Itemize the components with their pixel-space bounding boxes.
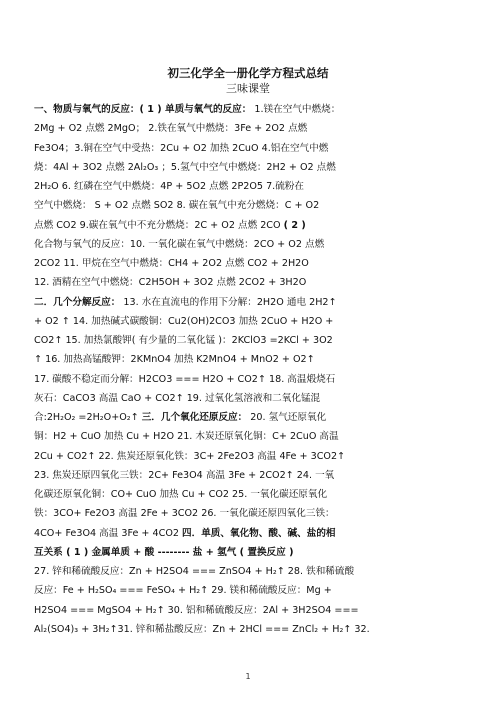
body-text: 2H₂O 6. 红磷在空气中燃烧：4P + 5O2 点燃 2P2O5 7.硫粉在 bbox=[34, 181, 305, 192]
text-line bbox=[34, 273, 464, 292]
body-text: 烧：4Al + 3O2 点燃 2Al₂O₃ ；5.氢气中空气中燃烧：2H2 + O2 点燃 bbox=[34, 161, 336, 173]
body-text: Fe3O4；3.铜在空气中受热：2Cu + O2 加热 2CuO 4.铝在空气中燃 bbox=[34, 142, 329, 154]
text-line bbox=[34, 196, 464, 215]
text-line bbox=[34, 524, 464, 543]
section-heading-text: 四．单质、氧化物、酸、碱、盐的相 bbox=[182, 527, 336, 539]
text-line bbox=[34, 331, 464, 350]
body-text: 化碳还原氧化铜：CO+ CuO 加热 Cu + CO2 25. 一氧化碳还原氧化 bbox=[34, 489, 328, 500]
text-line bbox=[34, 581, 464, 600]
body-text: + O2 ↑ 14. 加热碱式碳酸铜：Cu2(OH)2CO3 加热 2CuO + H2O + bbox=[34, 315, 334, 327]
page-number: 1 bbox=[245, 672, 251, 681]
body-text: 点燃 CO2 9.碳在氧气中不充分燃烧：2C + O2 点燃 2CO bbox=[34, 219, 284, 231]
body-text: 17. 碳酸不稳定而分解：H2CO3 === H2O + CO2↑ 18. 高温煅烧石 bbox=[34, 373, 336, 385]
body-text: 20. 氢气还原氧化 bbox=[247, 412, 327, 423]
body-text: 空气中燃烧： S + O2 点燃 SO2 8. 碳在氧气中充分燃烧：C + O2 bbox=[34, 200, 320, 212]
body-text: 灰石：CaCO3 高温 CaO + CO2↑ 19. 过氧化氢溶液和二氧化锰混 bbox=[34, 392, 321, 404]
text-line bbox=[34, 427, 464, 446]
body-text: 2Cu + CO2↑ 22. 焦炭还原氧化铁：3C+ 2Fe2O3 高温 4Fe + 3CO2↑ bbox=[34, 450, 346, 462]
text-line bbox=[34, 100, 464, 119]
text-line bbox=[34, 235, 464, 254]
text-line bbox=[34, 370, 464, 389]
text-line bbox=[34, 158, 464, 177]
text-line bbox=[34, 312, 464, 331]
text-line bbox=[34, 485, 464, 504]
text-line bbox=[34, 466, 464, 485]
text-line bbox=[34, 389, 464, 408]
section-heading-text: 三．几个氧化还原反应： bbox=[141, 412, 248, 423]
body-text: 4CO+ Fe3O4 高温 3Fe + 4CO2 bbox=[34, 527, 183, 539]
body-text: Al₂(SO4)₃ + 3H₂↑31. 锌和稀盐酸反应：Zn + 2HCl === ZnCl₂ + H₂↑ 32. bbox=[34, 623, 370, 635]
body-text: 1.镁在空气中燃烧： bbox=[251, 104, 341, 115]
text-line bbox=[34, 601, 464, 620]
section-heading-text: 二．几个分解反应： bbox=[34, 296, 121, 308]
text-line bbox=[34, 254, 464, 273]
text-line bbox=[34, 119, 464, 138]
text-line bbox=[34, 216, 464, 235]
text-line bbox=[34, 177, 464, 196]
page-title: 初三化学全一册化学方程式总结 bbox=[167, 66, 329, 80]
body-text: H2SO4 === MgSO4 + H₂↑ 30. 铝和稀硫酸反应：2Al + 3H2SO4 === bbox=[34, 604, 359, 616]
body-text: 27. 锌和稀硫酸反应：Zn + H2SO4 === ZnSO4 + H₂↑ 28. 铁和稀硫酸 bbox=[34, 566, 355, 577]
text-line bbox=[34, 620, 464, 639]
text-line bbox=[34, 543, 464, 562]
body-text: 12. 酒精在空气中燃烧：C2H5OH + 3O2 点燃 2CO2 + 3H2O bbox=[34, 277, 307, 289]
text-line bbox=[34, 139, 464, 158]
text-line bbox=[34, 504, 464, 523]
body-text: 铜：H2 + CuO 加热 Cu + H2O 21. 木炭还原氧化铜：C+ 2CuO 高温 bbox=[34, 431, 339, 443]
text-line bbox=[34, 408, 464, 427]
text-line bbox=[34, 293, 464, 312]
text-line bbox=[34, 562, 464, 581]
body-text: ↑ 16. 加热高锰酸钾：2KMnO4 加热 K2MnO4 + MnO2 + O2↑ bbox=[34, 354, 315, 366]
section-heading-text: 互关系 ( 1 ) 金属单质 + 酸 -------- 盐 + 氢气 ( 置换反应 ) bbox=[34, 546, 294, 558]
text-line bbox=[34, 447, 464, 466]
section-heading-text: 一、物质与氧气的反应：( 1 ) 单质与氧气的反应： bbox=[34, 104, 252, 115]
body-text: 2Mg + O2 点燃 2MgO； 2.铁在氧气中燃烧：3Fe + 2O2 点燃 bbox=[34, 123, 308, 135]
body-text: 铁：3CO+ Fe2O3 高温 2Fe + 3CO2 26. 一氧化碳还原四氧化三铁： bbox=[34, 508, 335, 520]
section-heading-text: ( 2 ) bbox=[283, 219, 306, 231]
body-text: 13. 水在直流电的作用下分解：2H2O 通电 2H2↑ bbox=[120, 296, 337, 308]
body-text: 23. 焦炭还原四氧化三铁：2C+ Fe3O4 高温 3Fe + 2CO2↑ 24. 一氧 bbox=[34, 469, 335, 481]
body-text: CO2↑ 15. 加热氯酸钾( 有少量的二氧化锰 )：2KClO3 =2KCl + 3O2 bbox=[34, 335, 333, 346]
document-body bbox=[34, 100, 464, 639]
body-text: 化合物与氧气的反应：10. 一氧化碳在氧气中燃烧：2CO + O2 点燃 bbox=[34, 238, 325, 250]
page-subtitle: 三味课堂 bbox=[226, 82, 270, 95]
body-text: 合:2H₂O₂ =2H₂O+O₂↑ bbox=[34, 412, 142, 423]
body-text: 反应：Fe + H₂SO₄ === FeSO₄ + H₂↑ 29. 镁和稀硫酸反应：Mg + bbox=[34, 585, 332, 597]
body-text: 2CO2 11. 甲烷在空气中燃烧：CH4 + 2O2 点燃 CO2 + 2H2O bbox=[34, 258, 309, 269]
text-line bbox=[34, 350, 464, 369]
